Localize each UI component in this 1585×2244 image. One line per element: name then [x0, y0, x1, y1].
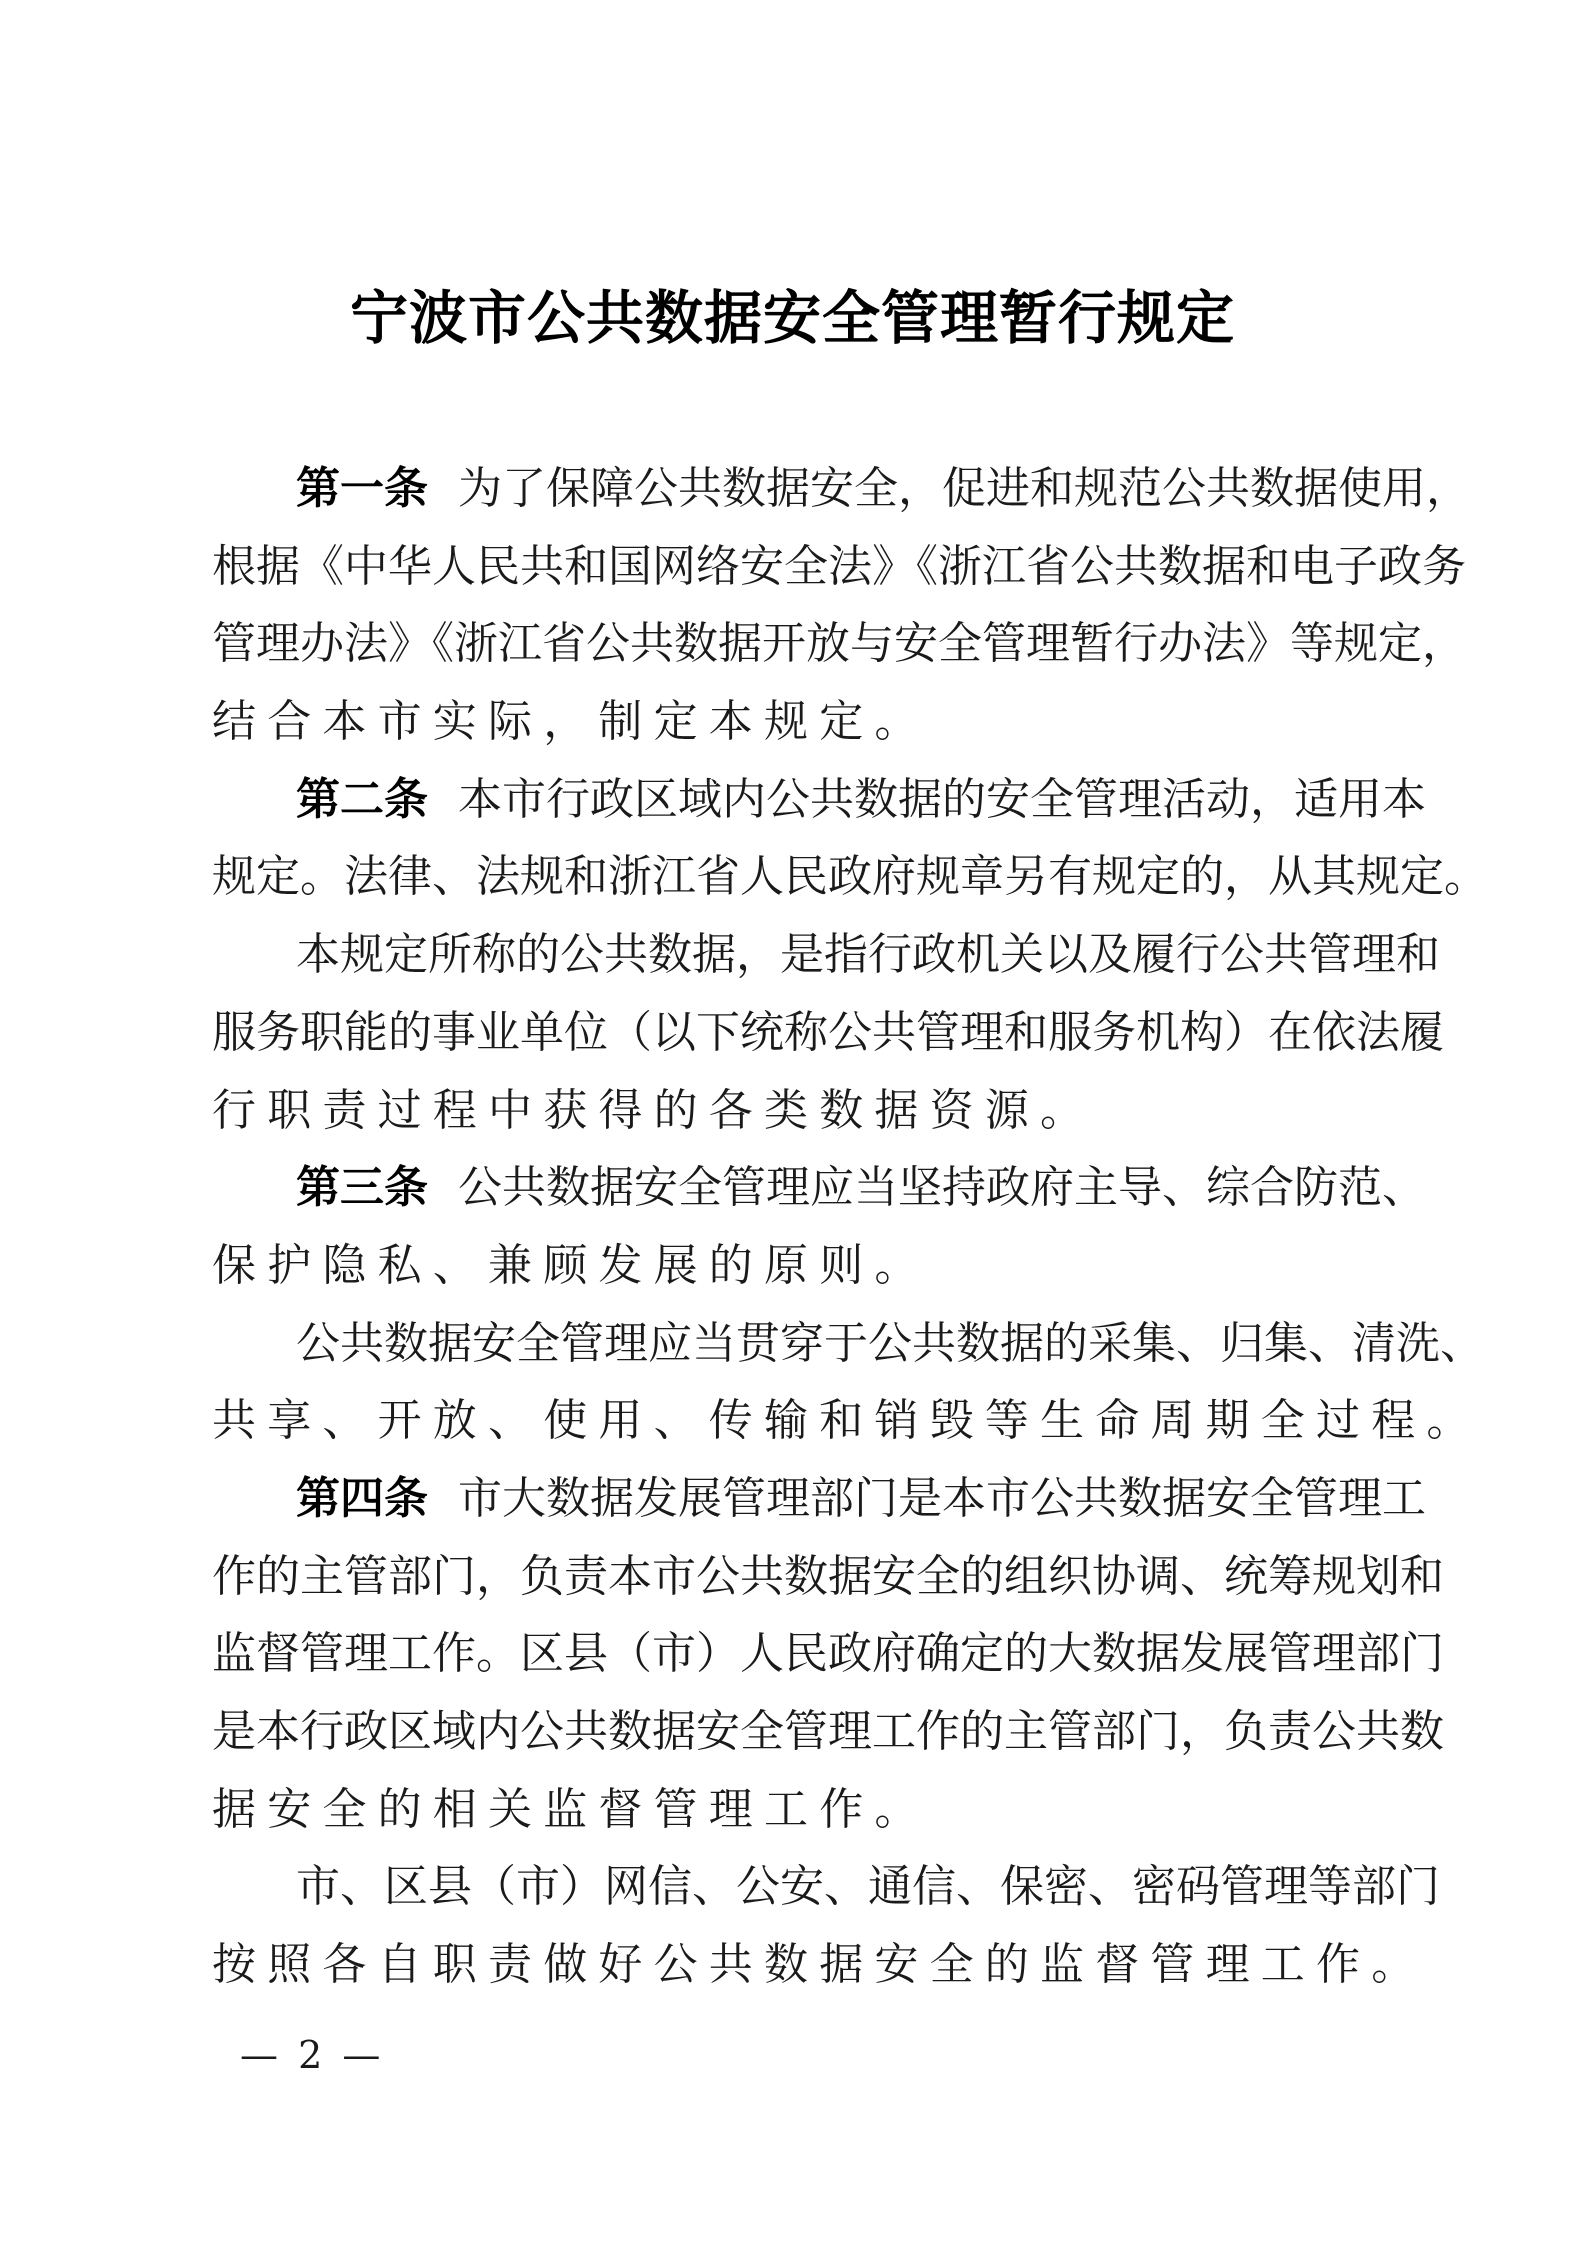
article-2 [212, 761, 1488, 1149]
paragraph-line: 保护隐私、兼顾发展的原则。 [212, 1239, 930, 1291]
article-4 [212, 1460, 1444, 2004]
article-1-line-1 [212, 450, 1470, 528]
paragraph-text: 为了保障公共数据安全，促进和规范公共数据使用， [458, 463, 1470, 514]
paragraph-line: 市、区县（市）网信、公安、通信、保密、密码管理等部门 [296, 1861, 1440, 1913]
page-number: — 2 — [240, 2033, 385, 2077]
document-title: 宁波市公共数据安全管理暂行规定 [349, 284, 1235, 352]
article-4-line-1 [212, 1460, 1426, 1538]
document-body [212, 450, 1488, 2004]
article-label: 第二条 [296, 773, 428, 825]
paragraph-line: 根据《中华人民共和国网络安全法》《浙江省公共数据和电子政务 [212, 540, 1466, 592]
paragraph-line: 行职责过程中获得的各类数据资源。 [212, 1084, 1096, 1136]
paragraph-line: 结合本市实际，制定本规定。 [212, 696, 930, 748]
article-label: 第一条 [296, 463, 428, 514]
paragraph-text: 本市行政区域内公共数据的安全管理活动，适用本 [458, 773, 1426, 825]
article-label: 第三条 [296, 1162, 428, 1214]
article-2-line-1 [212, 761, 1426, 839]
paragraph-line: 规定。法律、法规和浙江省人民政府规章另有规定的，从其规定。 [212, 851, 1488, 903]
paragraph-line: 服务职能的事业单位（以下统称公共管理和服务机构）在依法履 [212, 1006, 1444, 1058]
article-label: 第四条 [296, 1472, 428, 1524]
paragraph-line: 按照各自职责做好公共数据安全的监督管理工作。 [212, 1939, 1427, 1991]
paragraph-line: 共享、开放、使用、传输和销毁等生命周期全过程。 [212, 1395, 1482, 1447]
paragraph-line: 管理办法》《浙江省公共数据开放与安全管理暂行办法》等规定， [212, 618, 1466, 670]
article-1 [212, 450, 1470, 761]
paragraph-line: 本规定所称的公共数据，是指行政机关以及履行公共管理和 [296, 929, 1440, 981]
paragraph-text: 公共数据安全管理应当坚持政府主导、综合防范、 [458, 1162, 1426, 1214]
paragraph-line: 公共数据安全管理应当贯穿于公共数据的采集、归集、清洗、 [296, 1317, 1484, 1369]
paragraph-text: 市大数据发展管理部门是本市公共数据安全管理工 [458, 1472, 1426, 1524]
paragraph-line: 作的主管部门，负责本市公共数据安全的组织协调、统筹规划和 [212, 1550, 1444, 1602]
paragraph-line: 是本行政区域内公共数据安全管理工作的主管部门，负责公共数 [212, 1706, 1444, 1757]
paragraph-line: 据安全的相关监督管理工作。 [212, 1783, 930, 1835]
paragraph-line: 监督管理工作。区县（市）人民政府确定的大数据发展管理部门 [212, 1628, 1444, 1680]
article-3-line-1 [212, 1149, 1426, 1227]
article-3 [212, 1149, 1484, 1460]
